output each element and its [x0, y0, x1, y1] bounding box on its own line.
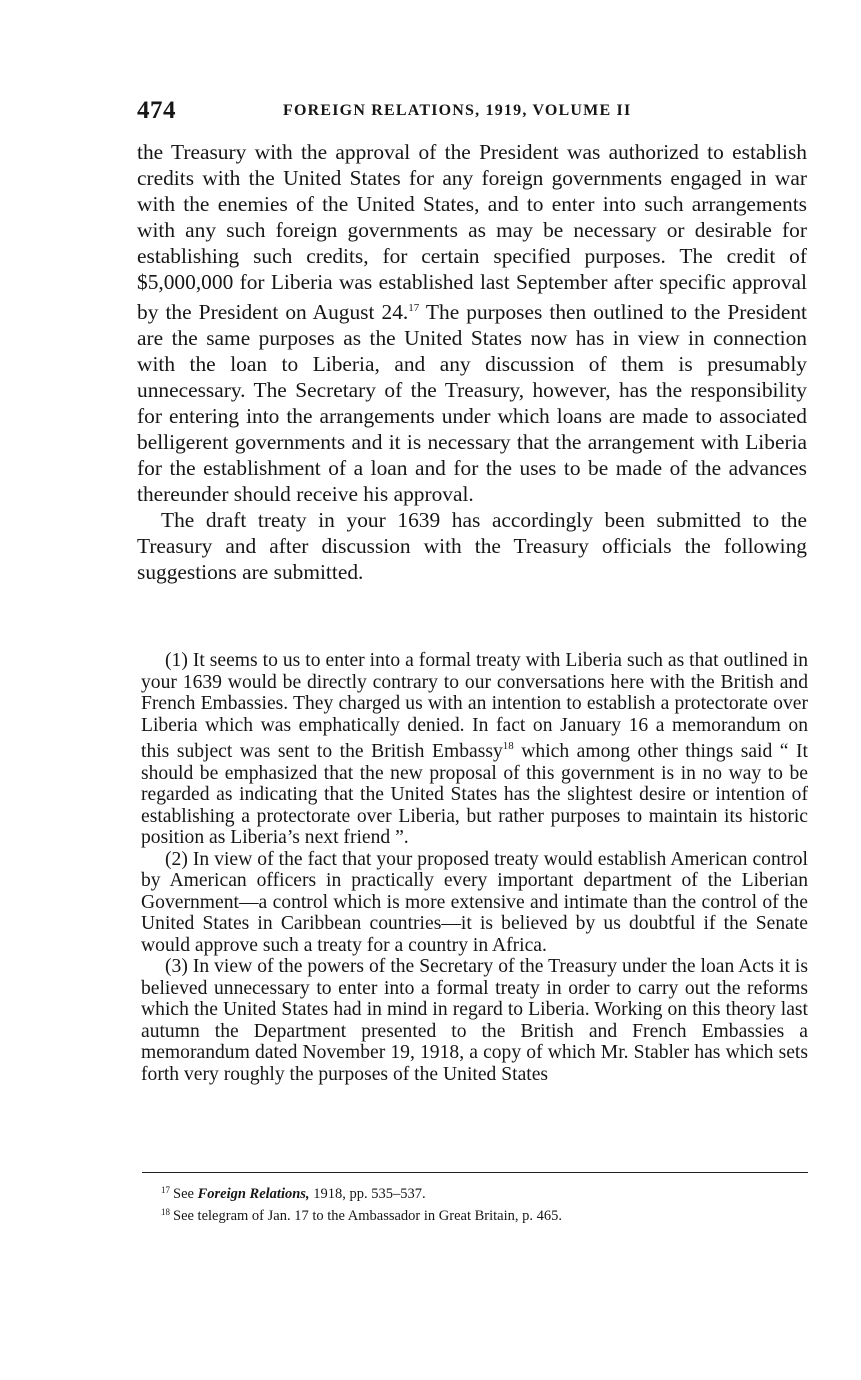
footnote-text-italic: Foreign Relations, — [197, 1186, 310, 1202]
body-paragraph-2: The draft treaty in your 1639 has accordingly been submitted to the Treasury and after discussion with the Treasury officials the following suggestions are submitted. — [137, 508, 807, 584]
suggestion-1 — [141, 650, 808, 849]
footnote-reference-18: 18 — [502, 740, 514, 752]
footnote-text — [173, 1208, 562, 1224]
body-paragraph-1 — [137, 139, 807, 507]
suggestion-3: (3) In view of the powers of the Secretary of the Treasury under the loan Acts it is believed unnecessary to enter into a formal treaty in order to carry out the reforms which the United States had in mind in regard to Liberia. Working on this theory last autumn the Department presented to the British and French Embassies a memorandum dated November 19, 1918, a copy of which Mr. Stabler has which sets forth very roughly the purposes of the United States — [141, 956, 808, 1085]
page-header — [137, 97, 807, 137]
running-title: FOREIGN RELATIONS, 1919, VOLUME II — [283, 102, 632, 119]
footnote-text-pre: See — [173, 1186, 198, 1202]
body-paragraph-1-text-b: The purposes then outlined to the President are the same purposes as the United States now has in view in connection with the loan to Liberia, and any discussion of them is presumably unnecessary. The Secretary of the Treasury, however, has the responsibility for entering into the arrangements under which loans are made to associated belligerent governments and it is necessary that the arrangement with Liberia for the establishment of a loan and for the uses to be made of the advances thereunder should receive his approval. — [137, 300, 807, 506]
quoted-suggestions — [141, 650, 808, 1085]
footnote-reference-17: 17 — [408, 302, 420, 314]
page-number: 474 — [137, 97, 176, 124]
footnote-mark: 18 — [161, 1207, 170, 1217]
suggestion-1-text-b: which among other things said “ It should be emphasized that the new proposal of this government is in no way to be regarded as indicating that the United States has the slightest desire or intention of establishing a protectorate over Liberia, but rather purposes to maintain its historic position as Liberia’s next friend ”. — [141, 741, 808, 848]
body-text — [137, 139, 807, 585]
footnote-text — [173, 1186, 426, 1202]
footnote-18 — [161, 1203, 801, 1225]
footnotes — [161, 1181, 801, 1225]
footnote-text-post: 1918, pp. 535–537. — [309, 1186, 426, 1202]
footnote-mark: 17 — [161, 1185, 170, 1195]
footnote-divider — [142, 1172, 808, 1173]
footnote-text-pre: See telegram of Jan. 17 to the Ambassador in Great Britain, p. 465. — [173, 1208, 562, 1224]
suggestion-2: (2) In view of the fact that your proposed treaty would establish American control by American officers in practically every important department of the Liberian Government—a control which is more extensive and intimate than the control of the United States in Caribbean countries—it is believed by us doubtful if the Senate would approve such a treaty for a country in Africa. — [141, 848, 808, 956]
footnote-17 — [161, 1181, 801, 1203]
suggestion-1-text-a: (1) It seems to us to enter into a formal treaty with Liberia such as that outlined in your 1639 would be directly contrary to our conversations here with the British and French Embassies. They charged us with an intention to establish a protectorate over Liberia which was emphatically denied. In fact on January 16 a memorandum on this subject was sent to the British Embassy — [141, 650, 808, 762]
body-paragraph-1-text-a: the Treasury with the approval of the President was authorized to establish credits with the United States for any foreign governments engaged in war with the enemies of the United States, and to enter into such arrangements with any such foreign governments as may be necessary or desirable for establishing such credits, for certain specified purposes. The credit of $5,000,000 for Liberia was established last September after specific approval by the President on August 24. — [137, 140, 807, 324]
